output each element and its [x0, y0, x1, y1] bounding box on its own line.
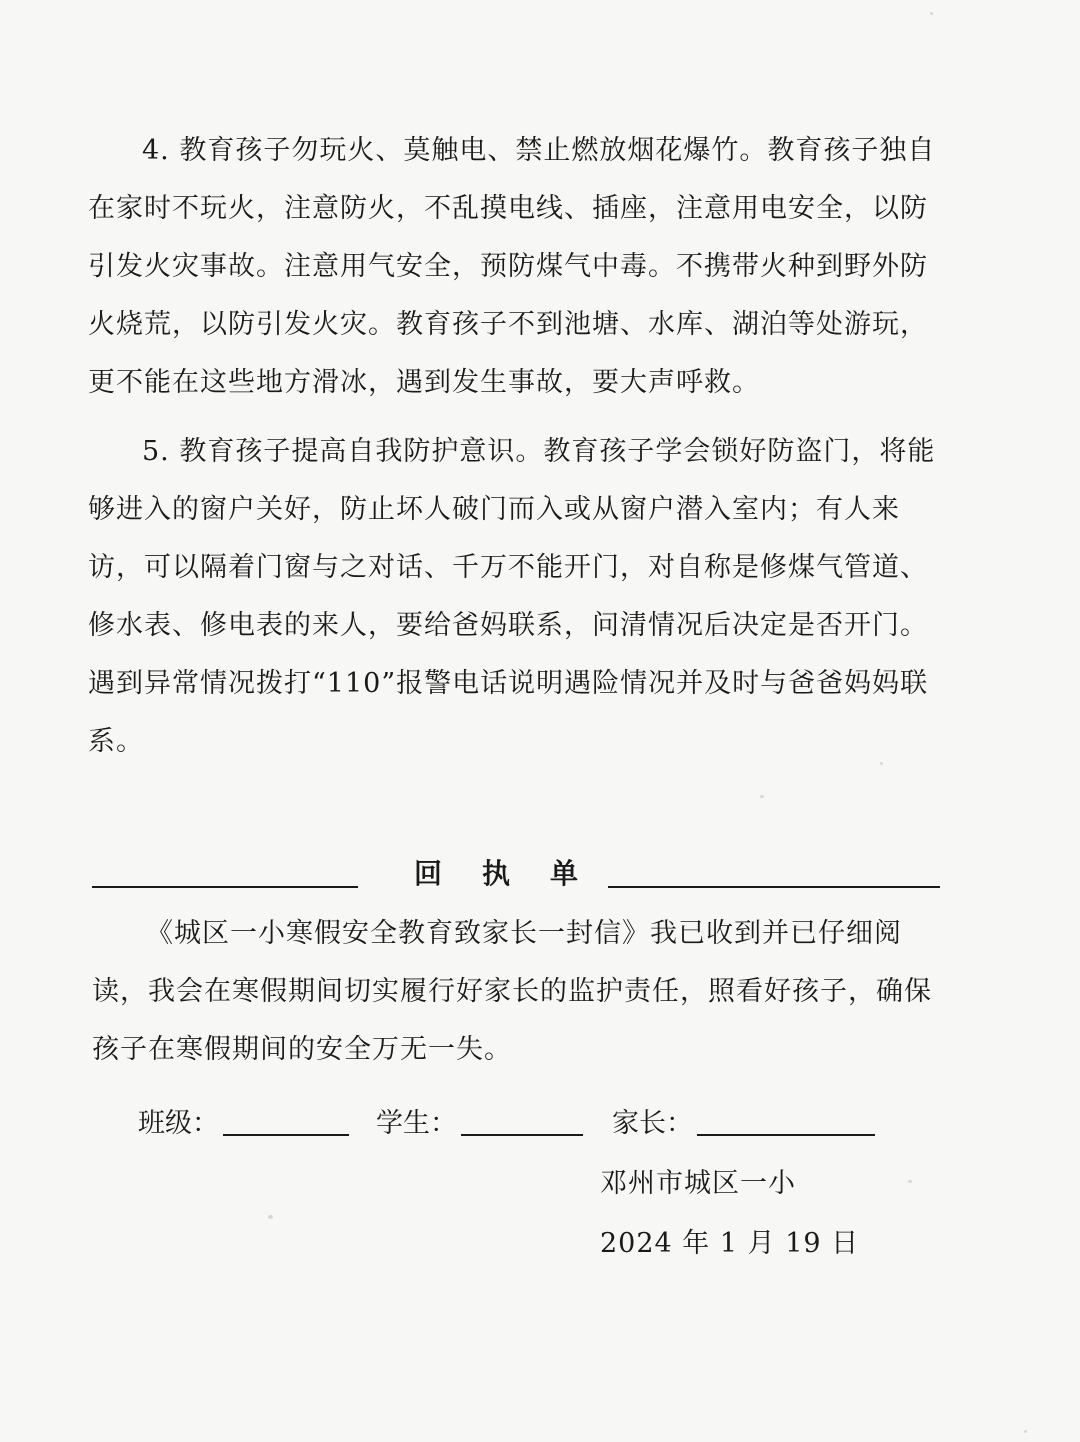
safety-item-4 [88, 122, 948, 412]
receipt-header [92, 852, 940, 896]
parent-blank [697, 1134, 875, 1136]
issue-date: 2024 年 1 月 19 日 [600, 1228, 860, 1259]
parent-label: 家长： [612, 1108, 693, 1139]
scan-speck [760, 795, 764, 798]
safety-item-5-text: 5. 教育孩子提高自我防护意识。教育孩子学会锁好防盗门，将能够进入的窗户关好，防止坏人破门而入或从窗户潜入室内；有人来访，可以隔着门窗与之对话、千万不能开门，对自称是修煤气管道、修水表、修电表的来人，要给爸妈联系，问清情况后决定是否开门。遇到异常情况拨打“110”报警电话说明遇险情况并及时与爸爸妈妈联系。 [88, 436, 936, 757]
student-label: 学生： [376, 1108, 457, 1139]
student-blank [461, 1134, 583, 1136]
scan-speck [908, 1180, 912, 1183]
safety-item-5 [88, 423, 948, 771]
parent-field [612, 1102, 875, 1146]
class-blank [223, 1134, 349, 1136]
scan-speck [930, 12, 933, 15]
scan-speck [268, 1215, 273, 1219]
safety-item-4-text: 4. 教育孩子勿玩火、莫触电、禁止燃放烟花爆竹。教育孩子独自在家时不玩火，注意防火，不乱摸电线、插座，注意用电安全，以防引发火灾事故。注意用气安全，预防煤气中毒。不携带火种到野外防火烧荒，以防引发火灾。教育孩子不到池塘、水库、湖泊等处游玩，更不能在这些地方滑冰，遇到发生事故，要大声呼救。 [88, 135, 936, 398]
receipt-rule-right [608, 886, 940, 888]
school-name: 邓州市城区一小 [600, 1168, 796, 1199]
receipt-body [92, 905, 952, 1079]
receipt-rule-left [92, 886, 358, 888]
receipt-body-text: 《城区一小寒假安全教育致家长一封信》我已收到并已仔细阅读，我会在寒假期间切实履行好家长的监护责任，照看好孩子，确保孩子在寒假期间的安全万无一失。 [92, 918, 932, 1065]
class-field [138, 1102, 349, 1146]
scan-speck [1024, 1430, 1027, 1433]
student-field [376, 1102, 583, 1146]
signature-row [138, 1102, 898, 1146]
receipt-title: 回执单 [414, 857, 619, 890]
class-label: 班级： [138, 1108, 219, 1139]
